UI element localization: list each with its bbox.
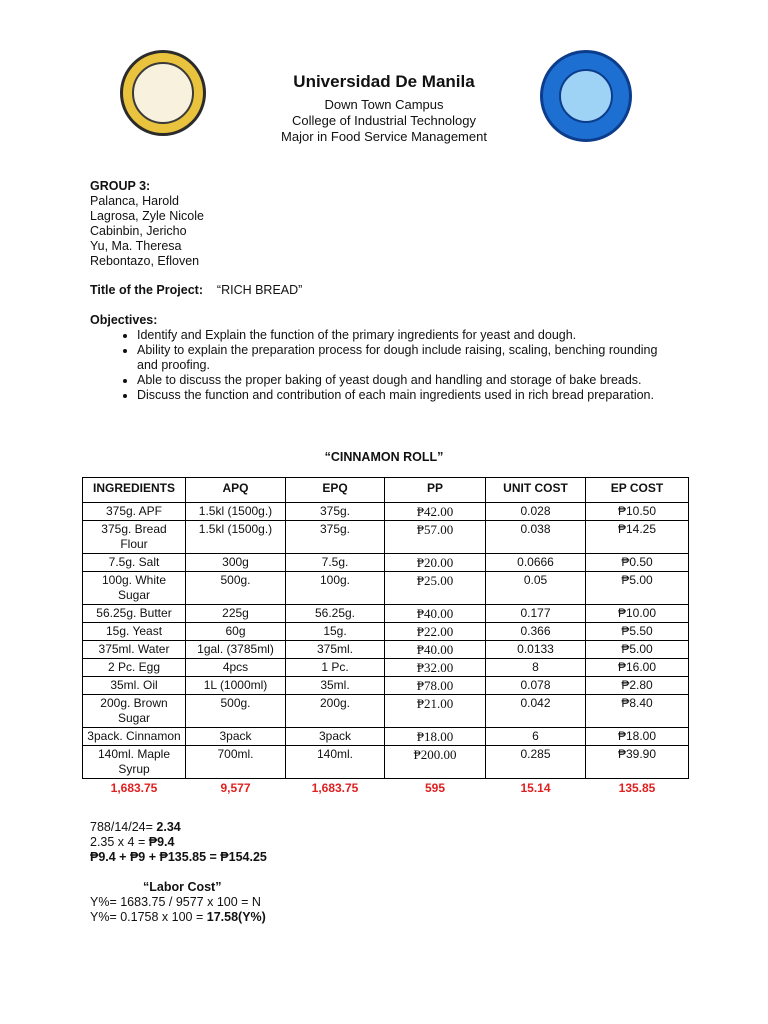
apq-cell: 500g. xyxy=(186,695,286,728)
pp-cell: ₱200.00 xyxy=(385,746,486,779)
epq-cell: 140ml. xyxy=(286,746,385,779)
ep-cost-cell: ₱0.50 xyxy=(586,554,689,572)
objectives-list xyxy=(90,328,670,403)
table-row xyxy=(83,554,689,572)
labor-cost-title: “Labor Cost” xyxy=(143,880,222,894)
pp-cell: ₱32.00 xyxy=(385,659,486,677)
calc-line: Y%= 0.1758 x 100 = 17.58(Y%) xyxy=(90,910,266,924)
table-row xyxy=(83,503,689,521)
group-section xyxy=(90,179,204,269)
unit-cost-cell: 0.042 xyxy=(486,695,586,728)
epq-cell: 56.25g. xyxy=(286,605,385,623)
pp-cell: ₱57.00 xyxy=(385,521,486,554)
ep-cost-cell: ₱5.50 xyxy=(586,623,689,641)
total-cell: 1,683.75 xyxy=(311,781,359,795)
table-row xyxy=(83,677,689,695)
total-cell: 1,683.75 xyxy=(110,781,158,795)
table-row xyxy=(83,659,689,677)
objective-item: • Ability to explain the preparation process for dough include raising, scaling, benching rounding and proofing. xyxy=(137,343,670,373)
apq-cell: 60g xyxy=(186,623,286,641)
ingredient-cell: 200g. Brown Sugar xyxy=(83,695,186,728)
cost-table xyxy=(82,477,689,797)
apq-cell: 300g xyxy=(186,554,286,572)
apq-cell: 700ml. xyxy=(186,746,286,779)
total-cell: 15.14 xyxy=(520,781,551,795)
apq-cell: 1gal. (3785ml) xyxy=(186,641,286,659)
campus-name: Down Town Campus xyxy=(324,97,444,112)
pp-cell: ₱42.00 xyxy=(385,503,486,521)
calc-line: Y%= 1683.75 / 9577 x 100 = N xyxy=(90,895,261,909)
epq-cell: 7.5g. xyxy=(286,554,385,572)
unit-cost-cell: 0.177 xyxy=(486,605,586,623)
group-member: Lagrosa, Zyle Nicole xyxy=(90,209,204,223)
epq-cell: 375g. xyxy=(286,521,385,554)
project-title-label: Title of the Project: xyxy=(90,283,203,297)
ep-cost-cell: ₱8.40 xyxy=(586,695,689,728)
project-title xyxy=(90,283,302,298)
total-cell: 9,577 xyxy=(220,781,251,795)
calc-line: ₱9.4 + ₱9 + ₱135.85 = ₱154.25 xyxy=(90,850,267,864)
table-row xyxy=(83,695,689,728)
total-cell: 595 xyxy=(424,781,446,795)
ep-cost-cell: ₱39.90 xyxy=(586,746,689,779)
ingredient-cell: 140ml. Maple Syrup xyxy=(83,746,186,779)
apq-cell: 3pack xyxy=(186,728,286,746)
apq-cell: 225g xyxy=(186,605,286,623)
epq-cell: 100g. xyxy=(286,572,385,605)
epq-cell: 15g. xyxy=(286,623,385,641)
group-member: Rebontazo, Efloven xyxy=(90,254,200,268)
ingredient-cell: 375ml. Water xyxy=(83,641,186,659)
pp-cell: ₱18.00 xyxy=(385,728,486,746)
objective-item: • Discuss the function and contribution of each main ingredients used in rich bread preparation. xyxy=(137,388,670,403)
apq-cell: 500g. xyxy=(186,572,286,605)
unit-cost-cell: 8 xyxy=(486,659,586,677)
ep-cost-cell: ₱14.25 xyxy=(586,521,689,554)
total-cell: 135.85 xyxy=(618,781,656,795)
pp-cell: ₱20.00 xyxy=(385,554,486,572)
ep-cost-cell: ₱10.50 xyxy=(586,503,689,521)
cost-calculations xyxy=(90,820,267,865)
group-title: GROUP 3: xyxy=(90,179,151,193)
unit-cost-cell: 0.366 xyxy=(486,623,586,641)
objectives-section xyxy=(90,313,670,403)
college-name: College of Industrial Technology xyxy=(291,113,477,128)
calc-line: 788/14/24= 2.34 xyxy=(90,820,181,834)
column-header: INGREDIENTS xyxy=(83,478,186,503)
objectives-heading: Objectives: xyxy=(90,313,158,327)
unit-cost-cell: 0.05 xyxy=(486,572,586,605)
unit-cost-cell: 6 xyxy=(486,728,586,746)
unit-cost-cell: 0.285 xyxy=(486,746,586,779)
table-row xyxy=(83,572,689,605)
calc-line: 2.35 x 4 = ₱9.4 xyxy=(90,835,175,849)
unit-cost-cell: 0.0666 xyxy=(486,554,586,572)
group-member: Cabinbin, Jericho xyxy=(90,224,187,238)
table-title: “CINNAMON ROLL” xyxy=(324,450,444,464)
unit-cost-cell: 0.078 xyxy=(486,677,586,695)
ep-cost-cell: ₱2.80 xyxy=(586,677,689,695)
unit-cost-cell: 0.038 xyxy=(486,521,586,554)
document-header xyxy=(0,50,768,160)
ep-cost-cell: ₱18.00 xyxy=(586,728,689,746)
objective-item: • Identify and Explain the function of the primary ingredients for yeast and dough. xyxy=(137,328,670,343)
epq-cell: 3pack xyxy=(286,728,385,746)
labor-calculations xyxy=(90,895,266,925)
ingredient-cell: 35ml. Oil xyxy=(83,677,186,695)
apq-cell: 1.5kl (1500g.) xyxy=(186,521,286,554)
pp-cell: ₱78.00 xyxy=(385,677,486,695)
epq-cell: 375ml. xyxy=(286,641,385,659)
column-header: UNIT COST xyxy=(486,478,586,503)
ingredient-cell: 7.5g. Salt xyxy=(83,554,186,572)
unit-cost-cell: 0.0133 xyxy=(486,641,586,659)
ingredient-cell: 2 Pc. Egg xyxy=(83,659,186,677)
major-name: Major in Food Service Management xyxy=(281,129,487,144)
column-header: EPQ xyxy=(286,478,385,503)
college-seal-logo xyxy=(540,50,632,142)
ep-cost-cell: ₱16.00 xyxy=(586,659,689,677)
apq-cell: 4pcs xyxy=(186,659,286,677)
totals-row xyxy=(83,779,689,798)
ingredient-cell: 15g. Yeast xyxy=(83,623,186,641)
ingredient-cell: 375g. APF xyxy=(83,503,186,521)
apq-cell: 1.5kl (1500g.) xyxy=(186,503,286,521)
group-member: Yu, Ma. Theresa xyxy=(90,239,182,253)
unit-cost-cell: 0.028 xyxy=(486,503,586,521)
table-row xyxy=(83,623,689,641)
epq-cell: 200g. xyxy=(286,695,385,728)
column-header: PP xyxy=(385,478,486,503)
pp-cell: ₱40.00 xyxy=(385,605,486,623)
pp-cell: ₱22.00 xyxy=(385,623,486,641)
table-row xyxy=(83,641,689,659)
ingredient-cell: 100g. White Sugar xyxy=(83,572,186,605)
ep-cost-cell: ₱5.00 xyxy=(586,572,689,605)
table-row xyxy=(83,521,689,554)
pp-cell: ₱25.00 xyxy=(385,572,486,605)
project-title-value: “RICH BREAD” xyxy=(216,283,303,297)
epq-cell: 1 Pc. xyxy=(286,659,385,677)
epq-cell: 35ml. xyxy=(286,677,385,695)
pp-cell: ₱21.00 xyxy=(385,695,486,728)
table-header-row xyxy=(83,478,689,503)
group-member: Palanca, Harold xyxy=(90,194,179,208)
ingredient-cell: 56.25g. Butter xyxy=(83,605,186,623)
table-row xyxy=(83,605,689,623)
ingredient-cell: 375g. Bread Flour xyxy=(83,521,186,554)
epq-cell: 375g. xyxy=(286,503,385,521)
ingredient-cell: 3pack. Cinnamon xyxy=(83,728,186,746)
university-name: Universidad De Manila xyxy=(293,72,475,91)
ep-cost-cell: ₱10.00 xyxy=(586,605,689,623)
objective-item: • Able to discuss the proper baking of yeast dough and handling and storage of bake breads. xyxy=(137,373,670,388)
table-row xyxy=(83,728,689,746)
ep-cost-cell: ₱5.00 xyxy=(586,641,689,659)
column-header: APQ xyxy=(186,478,286,503)
table-row xyxy=(83,746,689,779)
pp-cell: ₱40.00 xyxy=(385,641,486,659)
column-header: EP COST xyxy=(586,478,689,503)
apq-cell: 1L (1000ml) xyxy=(186,677,286,695)
